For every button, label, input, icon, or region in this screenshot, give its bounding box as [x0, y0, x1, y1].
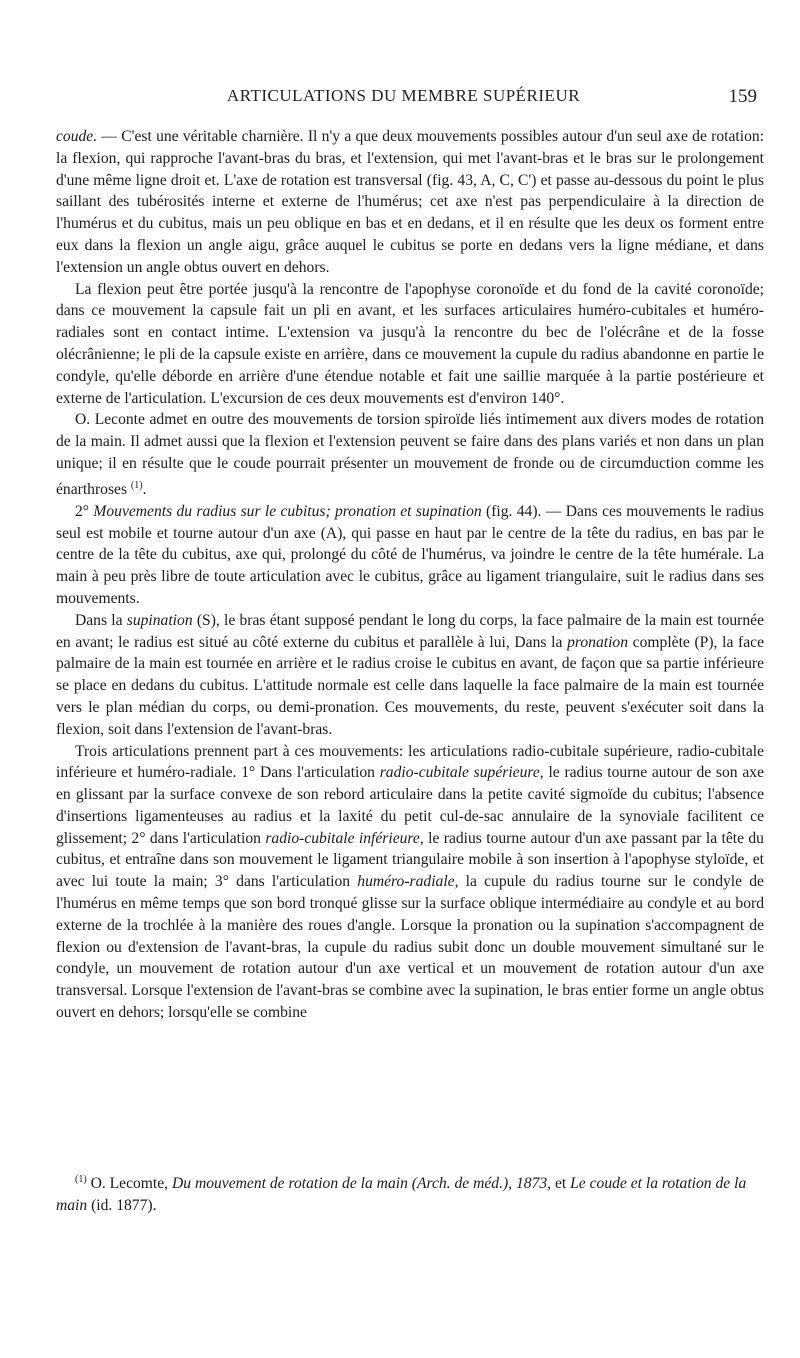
paragraph-tail: .	[142, 480, 147, 498]
paragraph-text: , le radius tourne autour d'un axe passant par la tête du cubitus, et entraîne dans son mouvement le ligament triangulaire mobile à son insertion à l'apophyse styloïde, et avec lui toute la main; 3° dans l'articulation	[56, 829, 764, 891]
paragraph-flexion-extension	[56, 279, 764, 410]
paragraph-text: (S), le bras étant supposé pendant le long du corps, la face palmaire de la main est tournée en avant; le radius est situé au côté externe du cubitus et parallèle à lui, Dans la	[56, 611, 764, 651]
running-head	[50, 86, 757, 110]
term-pronation: pronation	[567, 633, 628, 651]
paragraph-text: , la cupule du radius tourne sur le condyle de l'humérus en même temps que son bord tronqué glisse sur la surface oblique intermédiaire au condyle et au bord externe de la trochlée à la manière des roues d'angle. Lorsque la pronation ou la supination s'accompagnent de flexion ou d'extension de l'avant-bras, la cupule du radius subit donc un double mouvement simultané sur le condyle, un mouvement de rotation autour d'un axe vertical et un mouvement de rotation autour d'un axe transversal. Lorsque l'extension de l'avant-bras se combine avec la supination, le bras entier forme un angle obtus ouvert en dehors; lorsqu'elle se combine	[56, 873, 764, 1022]
paragraph-text: La flexion peut être portée jusqu'à la rencontre de l'apophyse coronoïde et du fond de la cavité coronoïde; dans ce mouvement la capsule fait un pli en avant, et les surfaces articulaires huméro-cubitales et huméro-radiales sont en contact intime. L'extension va jusqu'à la rencontre du bec de l'olécrâne et de la fosse olécrânienne; le pli de la capsule existe en arrière, dans ce mouvement la cupule du radius abandonne en partie le condyle, qu'elle déborde en arrière d'une étendue notable et fait une saillie marquée à la partie postérieure et externe de l'articulation. L'excursion de ces deux mouvements est d'environ 140°.	[56, 280, 764, 407]
paragraph-text: O. Leconte admet en outre des mouvements de torsion spiroïde liés intimement aux divers modes de rotation de la main. Il admet aussi que la flexion et l'extension peuvent se faire dans des plans variés et non dans un plan unique; il en résulte que le coude pourrait présenter un mouvement de fronde ou de circumduction comme les énarthroses	[56, 411, 764, 498]
paragraph-pronation-supination	[56, 501, 764, 610]
footnote-reference: (1)	[130, 479, 143, 491]
footnote-author: O. Lecomte,	[86, 1175, 172, 1193]
body-text	[56, 126, 764, 1024]
page-number: 159	[728, 86, 757, 107]
paragraph-supination-detail	[56, 610, 764, 741]
term-radio-cubitale-superieure: radio-cubitale supérieure	[379, 764, 540, 782]
running-title: ARTICULATIONS DU MEMBRE SUPÉRIEUR	[226, 86, 581, 105]
term-humero-radiale: huméro-radiale	[357, 873, 455, 891]
term-radio-cubitale-inferieure: radio-cubitale inférieure	[265, 829, 420, 847]
footnote-title-2: Le coude et la rotation de la main	[56, 1175, 747, 1214]
section-heading: Mouvements du radius sur le cubitus; pronation et supination	[93, 502, 482, 520]
paragraph-text: — C'est une véritable charnière. Il n'y a que deux mouvements possibles autour d'un seul axe de rotation: la flexion, qui rapproche l'avant-bras du bras, et l'extension, qui met l'avant-bras et le bras sur le prolongement d'une même ligne droit et. L'axe de rotation est transversal (fig. 43, A, C, C') et passe au-dessous du point le plus saillant des tubérosités interne et externe de l'humérus; cet axe n'est pas perpendiculaire à la direction de l'humérus et du cubitus, mais un peu oblique en bas et en dedans, et il en résulte que les deux os forment entre eux dans la flexion un angle aigu, grâce auquel le cubitus se porte en dedans vers la ligne médiane, et dans l'extension un angle obtus ouvert en dehors.	[56, 128, 764, 276]
paragraph-text: (fig. 44). — Dans ces mouvements le radius seul est mobile et tourne autour d'un axe (A), qui passe en haut par le centre de la tête du radius, en bas par le centre de la tête du cubitus, axe qui, prolongé du côté de l'humérus, va joindre le centre de la tête humérale. La main à peu près libre de toute articulation avec le cubitus, grâce au ligament triangulaire, suit le radius dans ses mouvements.	[56, 502, 764, 607]
footnote-tail: (id. 1877).	[87, 1196, 157, 1214]
paragraph-text: Dans la	[75, 611, 127, 629]
paragraph-text: complète (P), la face palmaire de la main est tournée en arrière et le radius croise le cubitus en avant, de façon que sa partie inférieure se place en dedans du cubitus. L'attitude normale est celle dans laquelle la face palmaire de la main est tournée vers le plan médian du corps, ou demi-pronation. Ces mouvements, du reste, peuvent s'exécuter soit dans la flexion, soit dans l'extension de l'avant-bras.	[56, 633, 764, 738]
section-number: 2°	[75, 502, 90, 520]
term-supination: supination	[126, 611, 193, 629]
paragraph-three-articulations	[56, 741, 764, 1024]
footnote-marker: (1)	[75, 1174, 87, 1185]
footnote	[56, 1169, 764, 1217]
paragraph-text: , le radius tourne autour de son axe en glissant par la surface convexe de son rebord articulaire dans la petite cavité sigmoïde du cubitus; l'absence d'insertions ligamenteuses au radius et la laxité du petit cul-de-sac annulaire de la synoviale facilitent ce glissement; 2° dans l'articulation	[56, 764, 764, 847]
section-lead: coude.	[56, 128, 98, 145]
paragraph-leconte	[56, 409, 764, 500]
paragraph-text: Trois articulations prennent part à ces mouvements: les articulations radio-cubitale supérieure, radio-cubitale inférieure et huméro-radiale. 1° Dans l'articulation	[56, 742, 764, 782]
footnote-text: et	[551, 1175, 571, 1193]
paragraph-elbow-hinge	[56, 126, 764, 279]
footnote-title-1: Du mouvement de rotation de la main (Arch. de méd.), 1873,	[171, 1175, 552, 1193]
